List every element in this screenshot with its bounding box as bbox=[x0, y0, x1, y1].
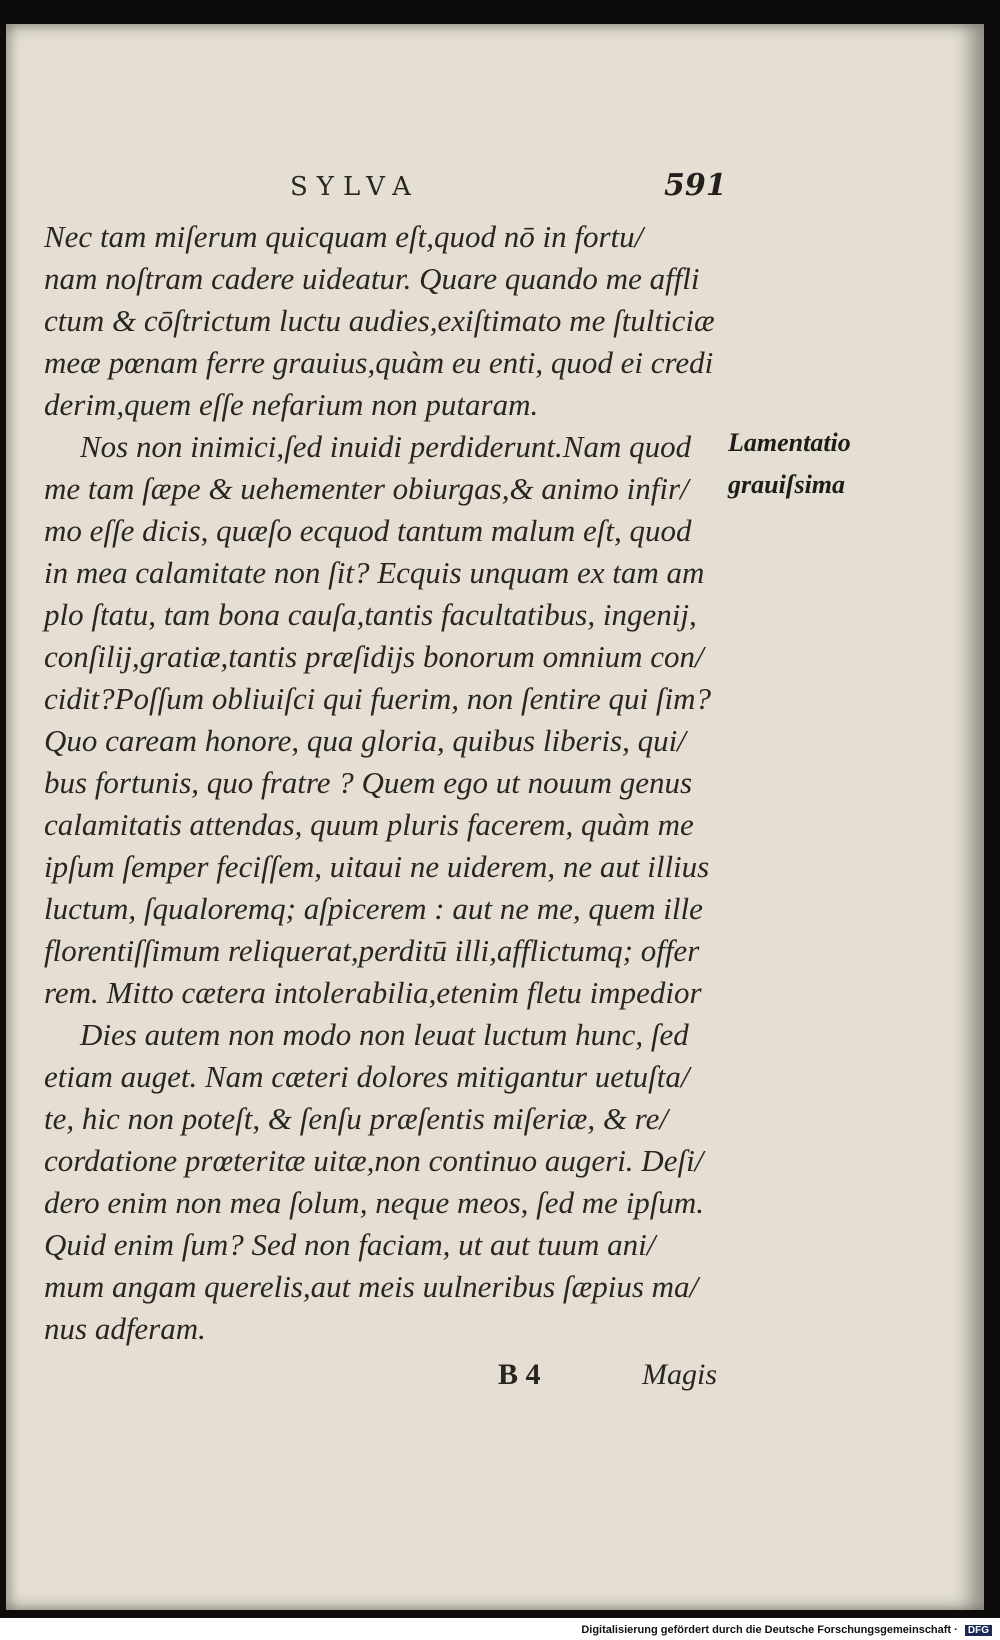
folio-number: 591 bbox=[664, 168, 727, 203]
text-line: calamitatis attendas, quum pluris facerem, quàm me bbox=[44, 807, 694, 842]
digitization-credit bbox=[581, 1624, 992, 1636]
text-line: florentiſſimum reliquerat,perditū illi,afflictumq; offer bbox=[44, 933, 700, 968]
text-line: mum angam querelis,aut meis uulneribus ſæpius ma/ bbox=[44, 1269, 699, 1304]
book-page bbox=[6, 24, 984, 1610]
catchword: Magis bbox=[642, 1358, 717, 1391]
credit-text: Digitalisierung gefördert durch die Deutsche Forschungsgemeinschaft · bbox=[581, 1624, 958, 1636]
signature-mark: B 4 bbox=[498, 1358, 541, 1391]
paragraph-2 bbox=[44, 426, 732, 1014]
text-line: in mea calamitate non ſit? Ecquis unquam ex tam am bbox=[44, 555, 705, 590]
text-line: etiam auget. Nam cæteri dolores mitigantur uetuſta/ bbox=[44, 1059, 690, 1094]
text-line: ctum & cōſtrictum luctu audies,exiſtimato me ſtulticiæ bbox=[44, 303, 715, 338]
margin-note-line: grauiſsima bbox=[728, 470, 846, 499]
text-line: cidit?Poſſum obliuiſci qui fuerim, non ſentire qui ſim? bbox=[44, 681, 712, 716]
text-line: plo ſtatu, tam bona cauſa,tantis facultatibus, ingenij, bbox=[44, 597, 697, 632]
text-line: luctum, ſqualoremq; aſpicerem : aut ne me, quem ille bbox=[44, 891, 703, 926]
text-line: me tam ſæpe & uehementer obiurgas,& animo infir/ bbox=[44, 471, 689, 506]
text-block bbox=[44, 216, 732, 1350]
page-footer bbox=[6, 1358, 984, 1398]
text-line: Dies autem non modo non leuat luctum hunc, ſed bbox=[80, 1017, 689, 1052]
margin-note-line: Lamentatio bbox=[728, 428, 851, 457]
text-line: nam noſtram cadere uideatur. Quare quando me affli bbox=[44, 261, 700, 296]
page-header bbox=[6, 168, 984, 212]
margin-note bbox=[728, 422, 878, 506]
text-line: ipſum ſemper feciſſem, uitaui ne uiderem, ne aut illius bbox=[44, 849, 710, 884]
text-line: Quid enim ſum? Sed non faciam, ut aut tuum ani/ bbox=[44, 1227, 656, 1262]
text-line: rem. Mitto cætera intolerabilia,etenim fletu impedior bbox=[44, 975, 702, 1010]
text-line: dero enim non mea ſolum, neque meos, ſed me ipſum. bbox=[44, 1185, 705, 1220]
text-line: Nec tam miſerum quicquam eſt,quod nō in fortu/ bbox=[44, 219, 644, 254]
text-line: bus fortunis, quo fratre ? Quem ego ut nouum genus bbox=[44, 765, 693, 800]
dfg-logo-icon: DFG bbox=[965, 1625, 992, 1636]
text-line: te, hic non poteſt, & ſenſu præſentis miſeriæ, & re/ bbox=[44, 1101, 668, 1136]
running-head: SYLVA bbox=[290, 172, 420, 202]
text-line: conſilij,gratiæ,tantis præſidijs bonorum omnium con/ bbox=[44, 639, 704, 674]
text-line: meæ pœnam ferre grauius,quàm eu enti, quod ei credi bbox=[44, 345, 714, 380]
text-line: cordatione prœteritæ uitæ,non continuo augeri. Deſi/ bbox=[44, 1143, 704, 1178]
text-line: derim,quem eſſe nefarium non putaram. bbox=[44, 387, 539, 422]
text-line: Quo caream honore, qua gloria, quibus liberis, qui/ bbox=[44, 723, 686, 758]
paragraph-3 bbox=[44, 1014, 732, 1350]
text-line: mo eſſe dicis, quæſo ecquod tantum malum eſt, quod bbox=[44, 513, 692, 548]
text-line: nus adferam. bbox=[44, 1311, 206, 1346]
paragraph-1 bbox=[44, 216, 732, 426]
text-line: Nos non inimici,ſed inuidi perdiderunt.Nam quod bbox=[80, 429, 692, 464]
